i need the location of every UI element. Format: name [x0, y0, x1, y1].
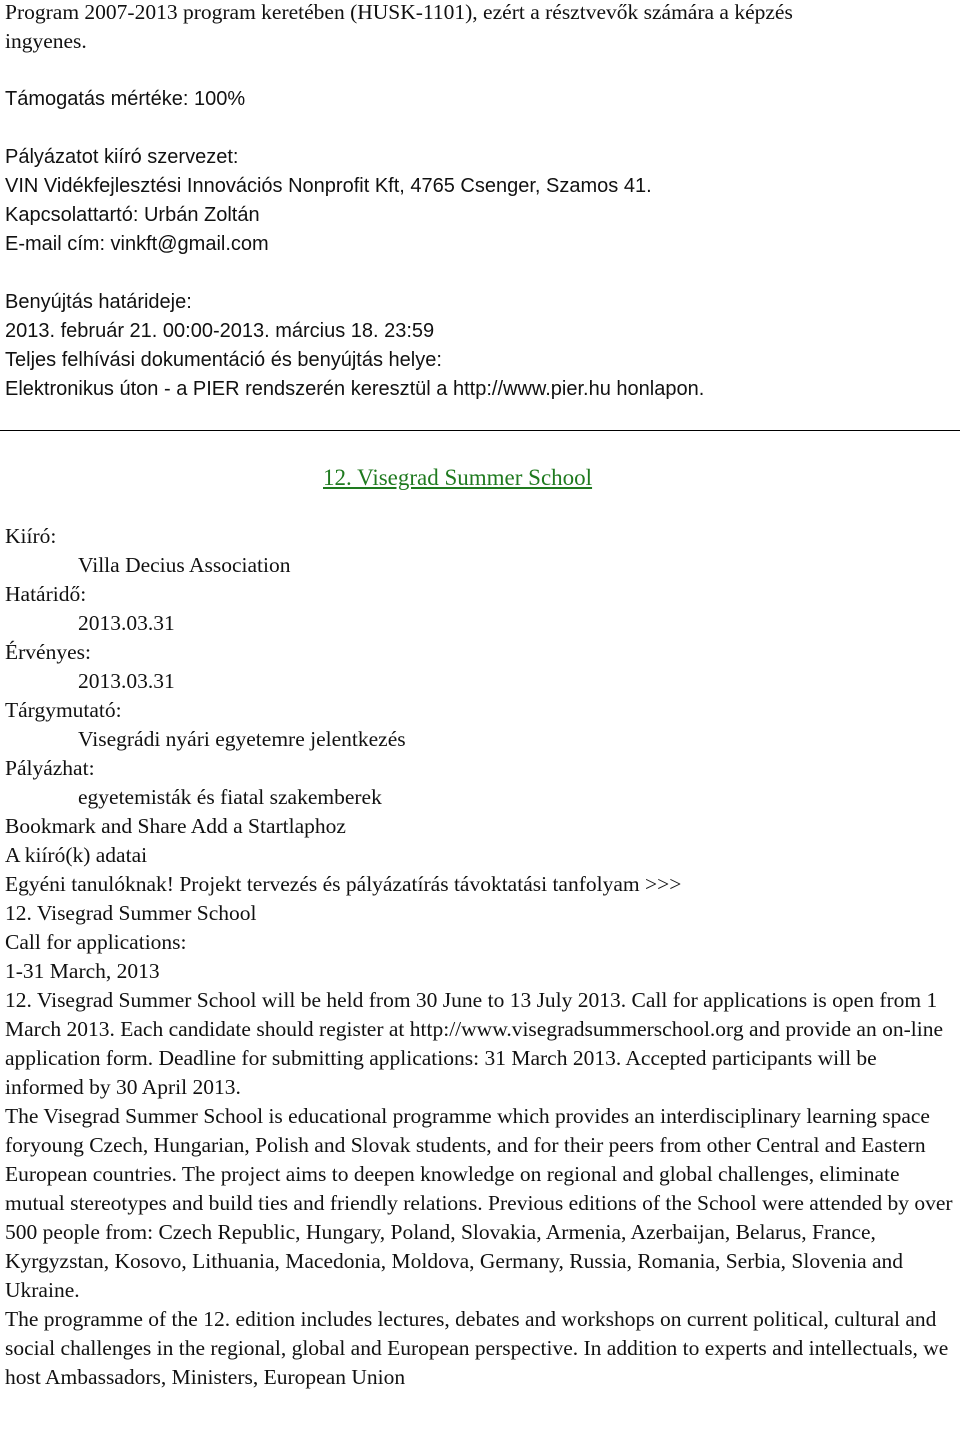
topic-label: Tárgymutató:: [5, 698, 122, 722]
eligible-value: egyetemisták és fiatal szakemberek: [78, 785, 382, 809]
listing-details: [5, 522, 953, 1392]
valid-value: 2013.03.31: [78, 669, 175, 693]
section-divider: [0, 430, 960, 431]
program-line-1: Program 2007-2013 program keretében (HUSK-1101), ezért a résztvevők számára a képzés: [5, 0, 793, 24]
paragraph-dates: 12. Visegrad Summer School will be held from 30 June to 13 July 2013. Call for applications is open from 1 March 2013. Each candidate should register at http://www.visegradsummerschool.org and provide an on-line application form. Deadline for submitting applications: 31 March 2013. Accepted participants will be informed by 30 April 2013.: [5, 988, 943, 1099]
summer-school-heading: 12. Visegrad Summer School: [5, 901, 257, 925]
contact-person: Kapcsolattartó: Urbán Zoltán: [5, 204, 260, 226]
valid-label: Érvényes:: [5, 640, 91, 664]
support-rate: Támogatás mértéke: 100%: [5, 88, 246, 110]
section-title-link[interactable]: 12. Visegrad Summer School: [323, 465, 593, 490]
issuer-value: Villa Decius Association: [78, 553, 291, 577]
deadline-label: Határidő:: [5, 582, 87, 606]
contact-email: E-mail cím: vinkft@gmail.com: [5, 233, 269, 255]
program-line-2: ingyenes.: [5, 29, 87, 53]
submission-deadline-value: 2013. február 21. 00:00-2013. március 18. 23:59: [5, 320, 435, 342]
organizer-value: VIN Vidékfejlesztési Innovációs Nonprofit Kft, 4765 Csenger, Szamos 41.: [5, 175, 652, 197]
course-promo-link[interactable]: Egyéni tanulóknak! Projekt tervezés és pályázatírás távoktatási tanfolyam >>>: [5, 872, 682, 896]
organizer-label: Pályázatot kiíró szervezet:: [5, 146, 239, 168]
call-for-applications: Call for applications:: [5, 930, 187, 954]
topic-value: Visegrádi nyári egyetemre jelentkezés: [78, 727, 406, 751]
issuer-label: Kiíró:: [5, 524, 57, 548]
top-info-block: [5, 0, 953, 404]
documentation-value: Elektronikus úton - a PIER rendszerén keresztül a http://www.pier.hu honlapon.: [5, 378, 705, 400]
documentation-label: Teljes felhívási dokumentáció és benyújtás helye:: [5, 349, 442, 371]
paragraph-programme: The programme of the 12. edition includes lectures, debates and workshops on current political, cultural and social challenges in the regional, global and European perspective. In addition to experts and intellectuals, we host Ambassadors, Ministers, European Union: [5, 1307, 949, 1389]
deadline-value: 2013.03.31: [78, 611, 175, 635]
issuer-data-link[interactable]: A kiíró(k) adatai: [5, 843, 148, 867]
bookmark-share-link[interactable]: Bookmark and Share Add a Startlaphoz: [5, 814, 346, 838]
call-dates: 1-31 March, 2013: [5, 959, 160, 983]
paragraph-about: The Visegrad Summer School is educational programme which provides an interdisciplinary learning space foryoung Czech, Hungarian, Polish and Slovak students, and for their peers from other Central and Eastern European countries. The project aims to deepen knowledge on regional and global challenges, eliminate mutual stereotypes and build ties and friendly relations. Previous editions of the School were attended by over 500 people from: Czech Republic, Hungary, Poland, Slovakia, Armenia, Azerbaijan, Belarus, France, Kyrgyzstan, Kosovo, Lithuania, Macedonia, Moldova, Germany, Russia, Romania, Serbia, Slovenia and Ukraine.: [5, 1104, 953, 1302]
submission-deadline-label: Benyújtás határideje:: [5, 291, 192, 313]
eligible-label: Pályázhat:: [5, 756, 95, 780]
